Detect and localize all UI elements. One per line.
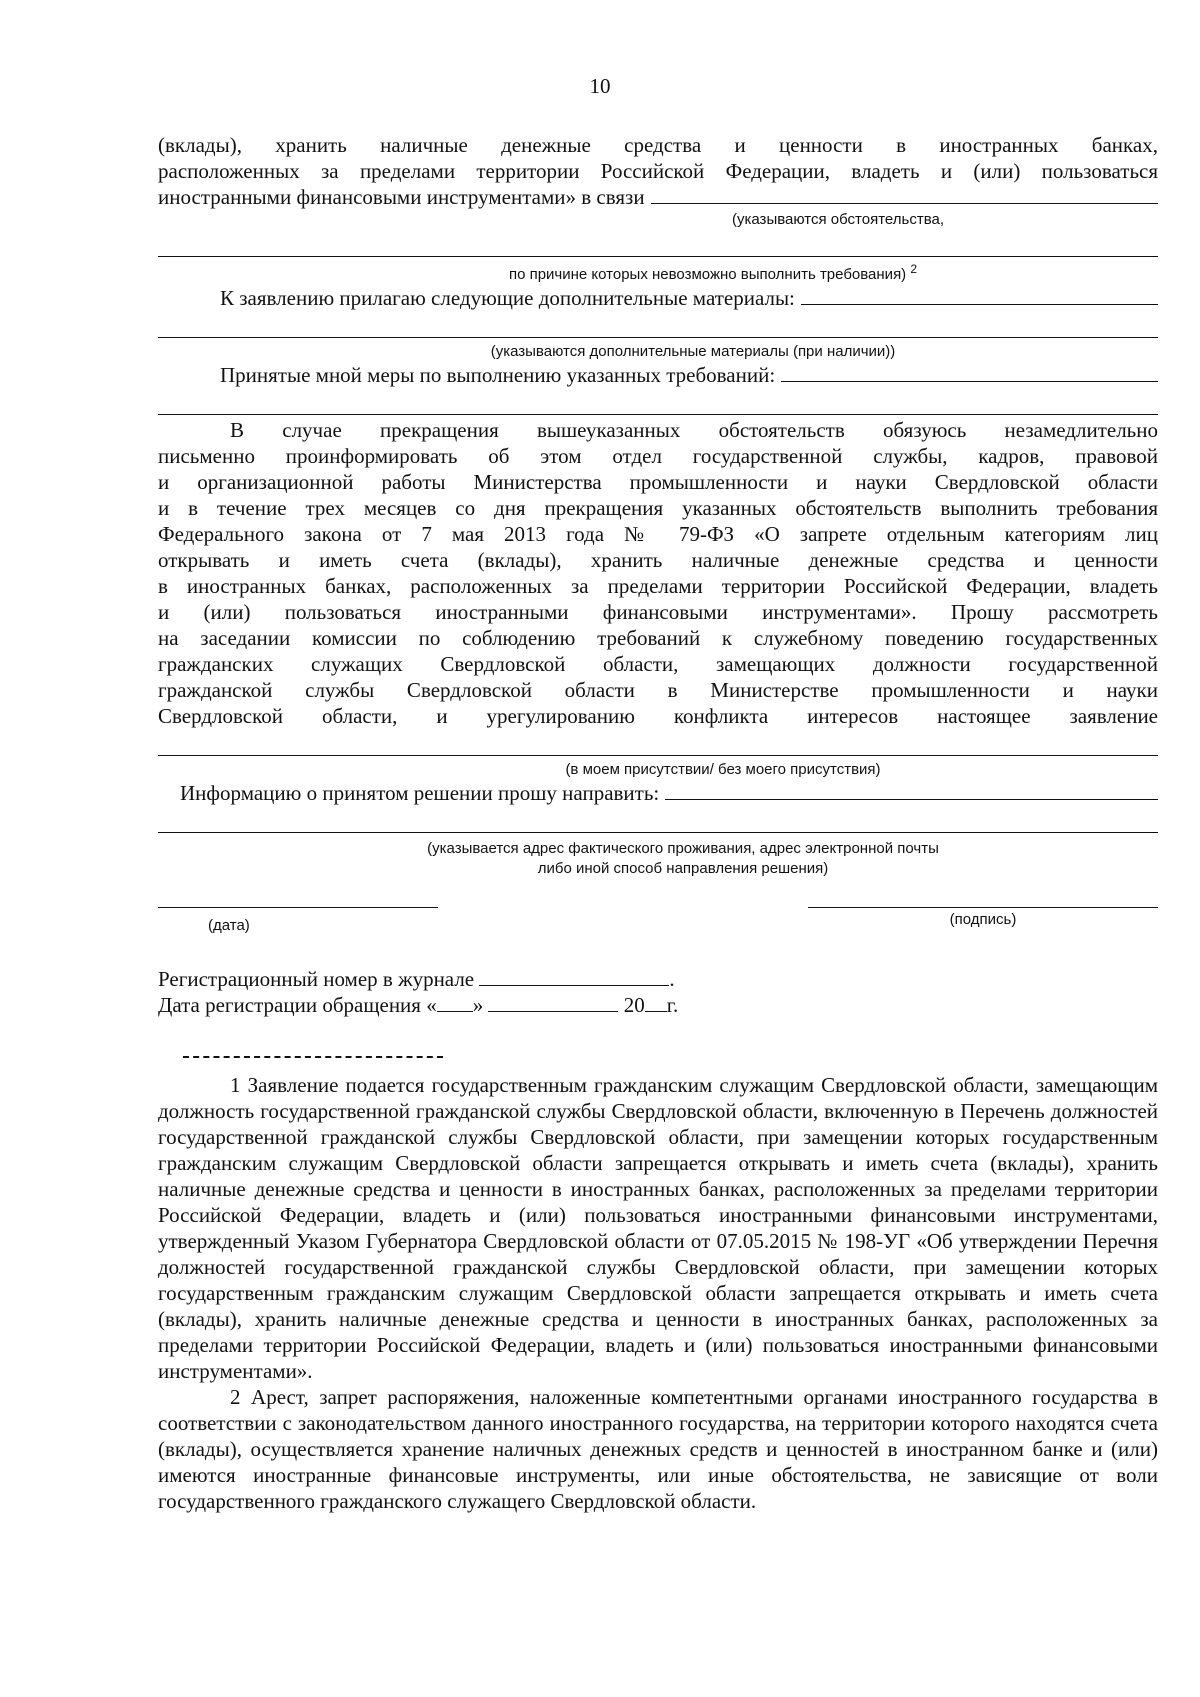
main-line: письменно проинформировать об этом отдел государственной службы, кадров, правовой (158, 444, 1158, 468)
main-paragraph (158, 417, 1158, 729)
registration-day-field[interactable] (437, 993, 473, 1012)
footnote-ref-2: 2 (910, 262, 918, 276)
date-field[interactable] (158, 907, 438, 908)
caption-date: (дата) (208, 917, 250, 934)
signature-column (808, 907, 1158, 936)
page-number: 10 (589, 74, 611, 98)
intro-line-1: (вклады), хранить наличные денежные средства и ценности в иностранных банках, (158, 133, 1158, 157)
signature-block (158, 907, 1158, 936)
main-line: в иностранных банках, расположенных за пределами территории Российской Федерации, владеть (158, 574, 1158, 598)
registration-year-field[interactable] (645, 993, 667, 1012)
caption-circumstances-2: по причине которых невозможно выполнить требования) $^2$ (508, 262, 918, 283)
circumstances-row (158, 184, 1158, 210)
materials-field-2[interactable] (158, 311, 1158, 338)
materials-row (158, 285, 1158, 311)
materials-label: К заявлению прилагаю следующие дополнительные материалы: (220, 286, 795, 310)
info-label: Информацию о принятом решении прошу направить: (180, 781, 660, 805)
measures-field-2[interactable] (158, 388, 1158, 415)
main-line: гражданских служащих Свердловской области, замещающих должности государственной (158, 652, 1158, 676)
intro-line-2: расположенных за пределами территории Российской Федерации, владеть и (или) пользоваться (158, 159, 1158, 183)
caption-signature: (подпись) (949, 911, 1017, 928)
caption-presence: (в моем присутствии/ без моего присутствия) (565, 761, 881, 778)
main-line: В случае прекращения вышеуказанных обстоятельств обязуюсь незамедлительно (230, 418, 1158, 442)
caption-address-2: либо иной способ направления решения) (537, 860, 829, 877)
registration-date-label: Дата регистрации обращения « (158, 993, 437, 1017)
registration-block (158, 966, 1158, 1018)
measures-row (158, 362, 1158, 388)
caption-circumstances-1: (указываются обстоятельства, (732, 211, 944, 228)
info-field-2[interactable] (158, 806, 1158, 833)
materials-field[interactable] (801, 286, 1158, 305)
main-line: и в течение трех месяцев со дня прекращения указанных обстоятельств выполнить требования (158, 496, 1158, 520)
presence-field[interactable] (158, 729, 1158, 756)
footnote-1: 1 Заявление подается государственным гражданским служащим Свердловской области, замещающим должность государственной гражданской службы Свердловской области, включенную в Перечень должностей государственной гражданской службы Свердловской области, при замещении которых государственным гражданским служащим Свердловской области запрещается открывать и иметь счета (вклады), хранить наличные денежные средства и ценности в иностранных банках, расположенных за пределами территории Российской Федерации, владеть и (или) пользоваться иностранными финансовыми инструментами, утвержденный Указом Губернатора Свердловской области от 07.05.2015 № 198-УГ «Об утверждении Перечня должностей государственной гражданской службы Свердловской области, при замещении которых государственным гражданским служащим Свердловской области запрещается открывать и иметь счета (вклады), хранить наличные денежные средства и ценности в иностранных банках, расположенных за пределами территории Российской Федерации, владеть и (или) пользоваться иностранными финансовыми инструментами». (158, 1073, 1158, 1383)
main-line: и организационной работы Министерства промышленности и науки Свердловской области (158, 470, 1158, 494)
main-line: гражданской службы Свердловской области в Министерстве промышленности и науки (158, 678, 1158, 702)
caption-materials: (указываются дополнительные материалы (при наличии)) (490, 343, 896, 360)
registration-number-line: Регистрационный номер в журнале . (158, 967, 675, 991)
footnote-2: 2 Арест, запрет распоряжения, наложенные компетентными органами иностранного государства в соответствии с законодательством данного иностранного государства, на территории которого находятся счета (вклады), осуществляется хранение наличных денежных средств и ценностей в иностранном банке и (или) имеются иностранные финансовые инструменты, или иные обстоятельства, не зависящие от воли государственного гражданского служащего Свердловской области. (158, 1385, 1158, 1513)
main-line: Федерального закона от 7 мая 2013 года № 79-ФЗ «О запрете отдельным категориям лиц (158, 522, 1158, 546)
footnote-separator (183, 1056, 443, 1058)
registration-date-line: Дата регистрации обращения « » 20 г. (158, 993, 679, 1017)
intro-line-3: иностранными финансовыми инструментами» в связи (158, 185, 645, 209)
info-field[interactable] (665, 781, 1158, 800)
measures-label: Принятые мной меры по выполнению указанных требований: (220, 363, 776, 387)
caption-address-1: (указывается адрес фактического проживания, адрес электронной почты (427, 840, 939, 857)
main-line: Свердловской области, и урегулированию конфликта интересов настоящее заявление (158, 704, 1158, 728)
signature-field[interactable] (808, 907, 1158, 908)
info-row (158, 780, 1158, 806)
document-body (158, 132, 1158, 1514)
circumstances-field-2[interactable] (158, 230, 1158, 257)
circumstances-field[interactable] (651, 185, 1158, 204)
main-line: и (или) пользоваться иностранными финансовыми инструментами». Прошу рассмотреть (158, 600, 1158, 624)
registration-number-field[interactable] (479, 967, 669, 986)
main-line: открывать и иметь счета (вклады), хранить наличные денежные средства и ценности (158, 548, 1158, 572)
footnotes (158, 1072, 1158, 1514)
registration-month-field[interactable] (488, 993, 618, 1012)
date-column (158, 907, 438, 936)
registration-number-label: Регистрационный номер в журнале (158, 967, 475, 991)
measures-field[interactable] (781, 363, 1158, 382)
main-line: на заседании комиссии по соблюдению требований к служебному поведению государственных (158, 626, 1158, 650)
